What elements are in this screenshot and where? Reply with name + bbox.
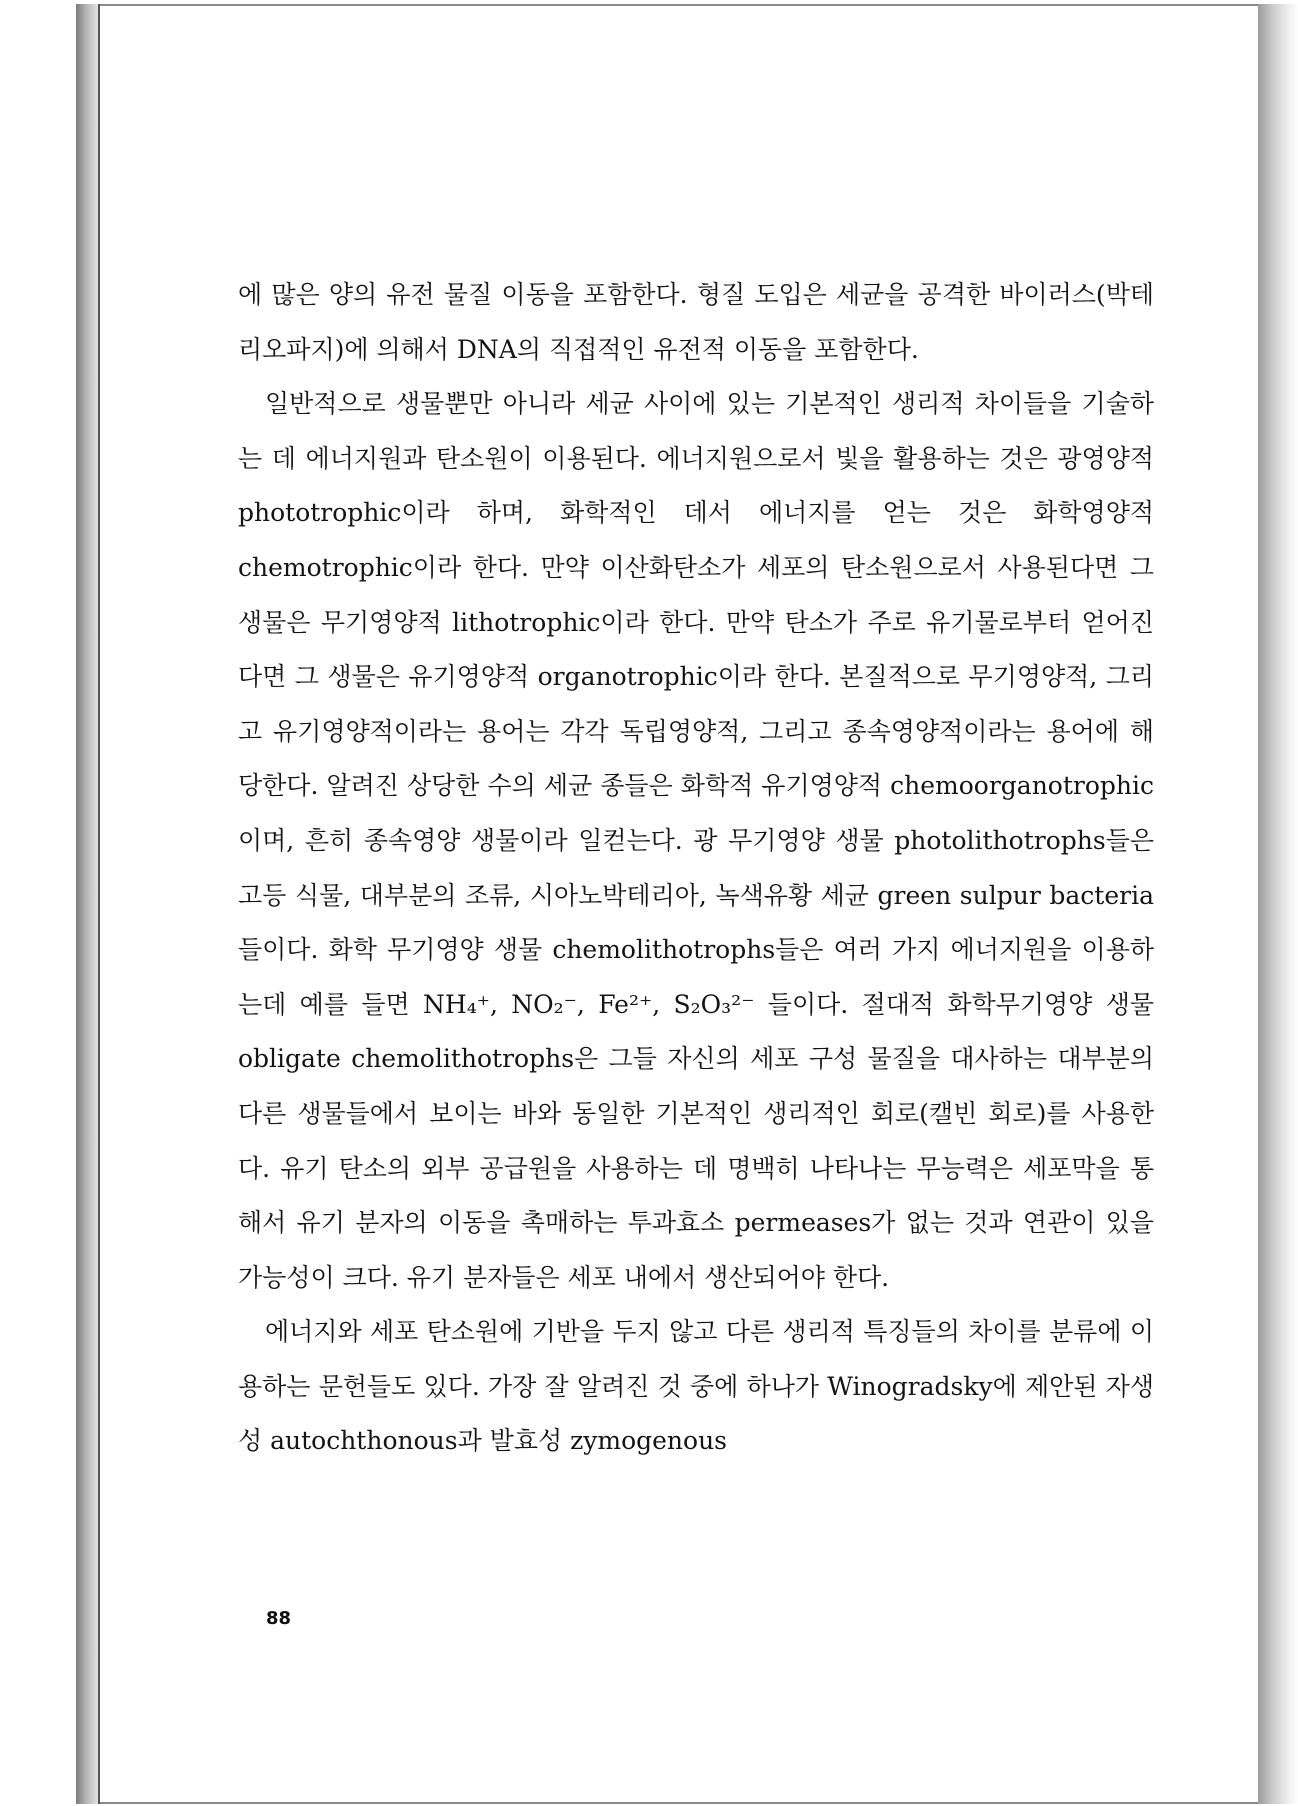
paragraph-continued: 에 많은 양의 유전 물질 이동을 포함한다. 형질 도입은 세균을 공격한 바이러스(박테리오파지)에 의해서 DNA의 직접적인 유전적 이동을 포함한다. bbox=[238, 280, 1154, 364]
page-edge-shadow bbox=[1258, 4, 1298, 1804]
paragraph-energy-carbon-sources: 일반적으로 생물뿐만 아니라 세균 사이에 있는 기본적인 생리적 차이들을 기술하는 데 에너지원과 탄소원이 이용된다. 에너지원으로서 빛을 활용하는 것은 광영양적 phototrophic이라 하며, 화학적인 데서 에너지를 얻는 것은 화학영양적 chemotrophic이라 한다. 만약 이산화탄소가 세포의 탄소원으로서 사용된다면 그 생물은 무기영양적 lithotrophic이라 한다. 만약 탄소가 주로 유기물로부터 얻어진다면 그 생물은 유기영양적 organotrophic이라 한다. 본질적으로 무기영양적, 그리고 유기영양적이라는 용어는 각각 독립영양적, 그리고 종속영양적이라는 용어에 해당한다. 알려진 상당한 수의 세균 종들은 화학적 유기영양적 chemoorganotrophic이며, 흔히 종속영양 생물이라 일컫는다. 광 무기영양 생물 photolithotrophs들은 고등 식물, 대부분의 조류, 시아노박테리아, 녹색유황 세균 green sulpur bacteria 들이다. 화학 무기영양 생물 chemolithotrophs들은 여러 가지 에너지원을 이용하는데 예를 들면 NH₄⁺, NO₂⁻, Fe²⁺, S₂O₃²⁻ 들이다. 절대적 화학무기영양 생물 obligate chemolithotrophs은 그들 자신의 세포 구성 물질을 대사하는 대부분의 다른 생물들에서 보이는 바와 동일한 기본적인 생리적인 회로(캘빈 회로)를 사용한다. 유기 탄소의 외부 공급원을 사용하는 데 명백히 나타나는 무능력은 세포막을 통해서 유기 분자의 이동을 촉매하는 투과효소 permeases가 없는 것과 연관이 있을 가능성이 크다. 유기 분자들은 세포 내에서 생산되어야 한다. bbox=[238, 389, 1154, 1292]
body-text bbox=[238, 268, 1154, 1469]
page-number: 88 bbox=[266, 1608, 292, 1629]
book-spine bbox=[76, 4, 98, 1804]
paragraph-other-classification: 에너지와 세포 탄소원에 기반을 두지 않고 다른 생리적 특징들의 차이를 분류에 이용하는 문헌들도 있다. 가장 잘 알려진 것 중에 하나가 Winogradsky에 제안된 자생성 autochthonous과 발효성 zymogenous bbox=[238, 1317, 1154, 1456]
